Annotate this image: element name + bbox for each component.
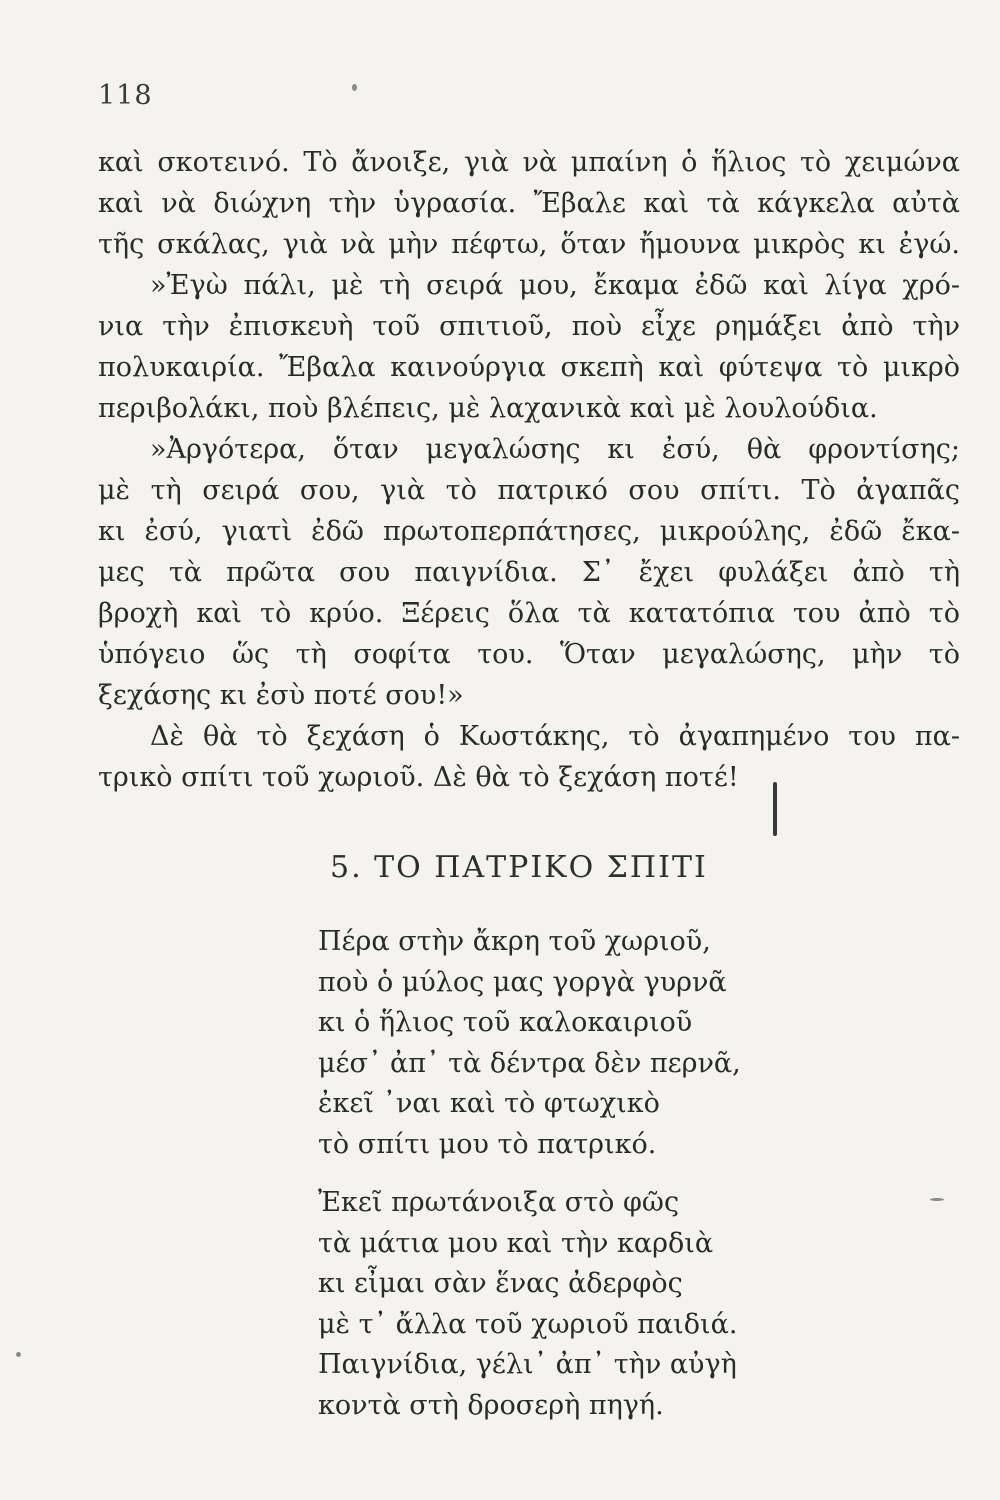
prose-line: τῆς σκάλας, γιὰ νὰ μὴν πέφτω, ὅταν ἤμουνα μικρὸς κι ἐγώ. <box>98 229 960 260</box>
poem-line: Παιγνίδια, γέλι᾿ ἀπ᾿ τὴν αὐγὴ <box>318 1349 737 1380</box>
prose-line: νια τὴν ἐπισκευὴ τοῦ σπιτιοῦ, ποὺ εἶχε ρημάξει ἀπὸ τὴν <box>98 311 960 342</box>
prose-line: καὶ σκοτεινό. Τὸ ἄνοιξε, γιὰ νὰ μπαίνη ὁ ἥλιος τὸ χειμώνα <box>98 147 960 178</box>
ink-mark <box>773 782 777 836</box>
poem-line: ἐκεῖ ᾿ναι καὶ τὸ φτωχικὸ <box>318 1088 660 1119</box>
poem-line: κοντὰ στὴ δροσερὴ πηγή. <box>318 1389 664 1421</box>
prose-line: μὲ τὴ σειρά σου, γιὰ τὸ πατρικό σου σπίτι. Τὸ ἀγαπᾶς <box>98 475 960 506</box>
prose-line: πολυκαιρία. Ἔβαλα καινούργια σκεπὴ καὶ φύτεψα τὸ μικρὸ <box>98 352 960 383</box>
prose-line: τρικὸ σπίτι τοῦ χωριοῦ. Δὲ θὰ τὸ ξεχάση ποτέ! <box>98 762 739 793</box>
poem-line: ποὺ ὁ μύλος μας γοργὰ γυρνᾶ <box>318 966 727 998</box>
paper-speck <box>930 1198 944 1201</box>
poem-line: μέσ᾿ ἀπ᾿ τὰ δέντρα δὲν περνᾶ, <box>318 1047 741 1079</box>
page-number: 118 <box>98 80 153 111</box>
prose-block <box>98 142 960 798</box>
poem-line: τὸ σπίτι μου τὸ πατρικό. <box>318 1128 657 1160</box>
poem-stanza <box>318 1183 878 1426</box>
prose-line: Δὲ θὰ τὸ ξεχάση ὁ Κωστάκης, τὸ ἀγαπημένο του πα- <box>150 721 960 752</box>
prose-line: ξεχάσης κι ἐσὺ ποτέ σου!» <box>98 680 464 711</box>
poem-line: κι εἶμαι σὰν ἕνας ἀδερφὸς <box>318 1268 683 1299</box>
poem-line: κι ὁ ἥλιος τοῦ καλοκαιριοῦ <box>318 1007 693 1038</box>
prose-line: καὶ νὰ διώχνη τὴν ὑγρασία. Ἔβαλε καὶ τὰ κάγκελα αὐτὰ <box>98 188 960 219</box>
prose-line: μες τὰ πρῶτα σου παιγνίδια. Σ᾿ ἔχει φυλάξει ἀπὸ τὴ <box>98 557 960 588</box>
prose-line: βροχὴ καὶ τὸ κρύο. Ξέρεις ὅλα τὰ κατατόπια του ἀπὸ τὸ <box>98 598 960 629</box>
prose-line: »Ἀργότερα, ὅταν μεγαλώσης κι ἐσύ, θὰ φροντίσης; <box>150 434 960 465</box>
prose-line: »Ἐγὼ πάλι, μὲ τὴ σειρά μου, ἔκαμα ἐδῶ καὶ λίγα χρό- <box>150 270 960 301</box>
poem-line: μὲ τ᾿ ἄλλα τοῦ χωριοῦ παιδιά. <box>318 1308 738 1340</box>
paper-speck <box>352 84 357 91</box>
prose-line: κι ἐσύ, γιατὶ ἐδῶ πρωτοπερπάτησες, μικρούλης, ἐδῶ ἔκα- <box>98 516 960 547</box>
poem-line: Πέρα στὴν ἄκρη τοῦ χωριοῦ, <box>318 926 711 957</box>
prose-line: περιβολάκι, ποὺ βλέπεις, μὲ λαχανικὰ καὶ μὲ λουλούδια. <box>98 393 878 424</box>
poem-block <box>318 922 878 1444</box>
section-heading: 5. ΤΟ ΠΑΤΡΙΚΟ ΣΠΙΤΙ <box>330 850 708 885</box>
prose-line: ὑπόγειο ὥς τὴ σοφίτα του. Ὅταν μεγαλώσης, μὴν τὸ <box>98 639 960 670</box>
poem-stanza <box>318 922 878 1165</box>
paper-speck <box>16 1352 21 1357</box>
poem-line: τὰ μάτια μου καὶ τὴν καρδιὰ <box>318 1227 714 1259</box>
poem-line: Ἐκεῖ πρωτάνοιξα στὸ φῶς <box>318 1187 680 1218</box>
